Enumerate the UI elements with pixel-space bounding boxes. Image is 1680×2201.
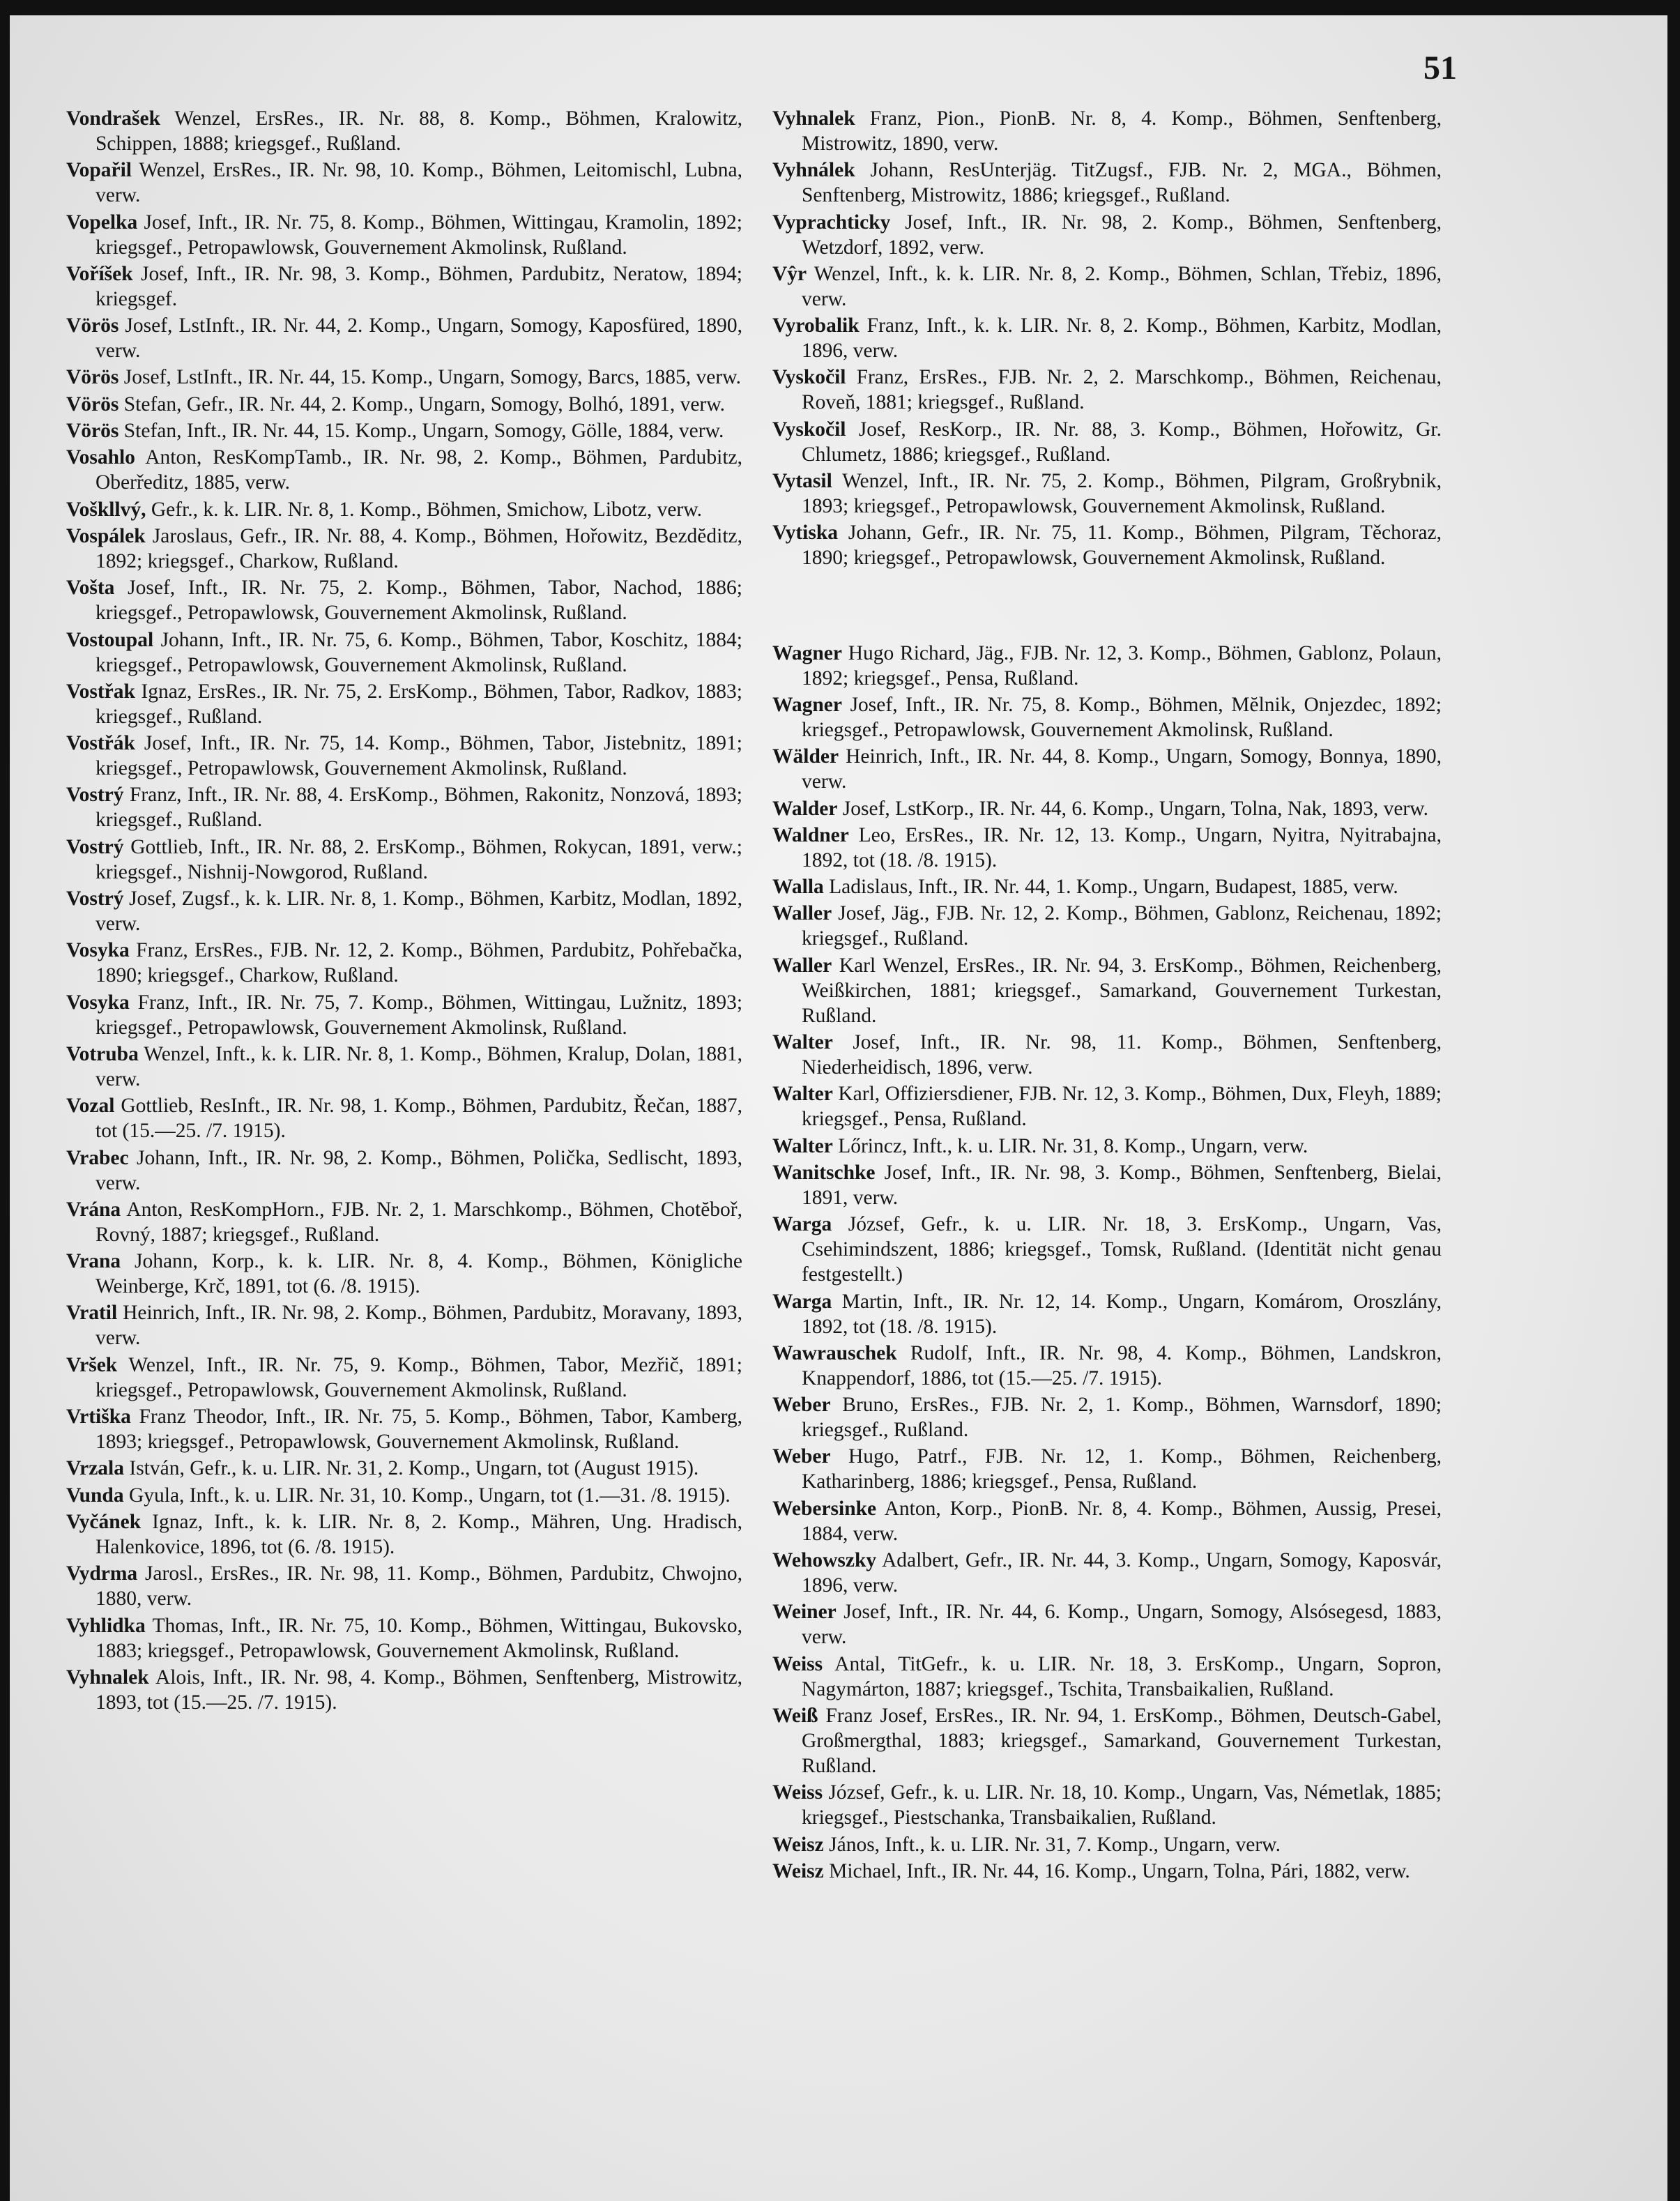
section-gap bbox=[772, 572, 1442, 641]
entry-details: Josef, LstInft., IR. Nr. 44, 2. Komp., Ungarn, Somogy, Kaposfüred, 1890, verw. bbox=[96, 314, 742, 363]
entry-details: Josef, Inft., IR. Nr. 98, 3. Komp., Böhmen, Pardubitz, Neratow, 1894; kriegsgef. bbox=[96, 262, 743, 310]
entry-surname: Weiss bbox=[772, 1652, 823, 1675]
register-entry bbox=[66, 1561, 742, 1611]
entry-surname: Vytiska bbox=[772, 521, 839, 544]
register-entry bbox=[66, 835, 742, 885]
entry-details: József, Gefr., k. u. LIR. Nr. 18, 10. Komp., Ungarn, Vas, Németlak, 1885; kriegsgef., Piestschanka, Transbaikalien, Rußland. bbox=[802, 1781, 1442, 1829]
entry-surname: Voškllvý, bbox=[66, 498, 146, 521]
left-column bbox=[66, 106, 742, 1716]
register-entry bbox=[772, 1081, 1442, 1132]
register-entry bbox=[772, 1444, 1442, 1494]
entry-surname: Vondrašek bbox=[66, 107, 160, 130]
entry-details: Heinrich, Inft., IR. Nr. 44, 8. Komp., Ungarn, Somogy, Bonnya, 1890, verw. bbox=[802, 745, 1442, 793]
entry-surname: Vyskočil bbox=[772, 418, 846, 441]
entry-surname: Vratil bbox=[66, 1302, 118, 1325]
entry-surname: Vopařil bbox=[66, 159, 132, 182]
entry-surname: Vostrý bbox=[66, 835, 124, 858]
register-entry bbox=[772, 744, 1442, 794]
register-entry bbox=[66, 1483, 742, 1508]
entry-surname: Vŷr bbox=[772, 262, 807, 285]
entry-surname: Waller bbox=[772, 954, 832, 977]
entry-details: Franz, Pion., PionB. Nr. 8, 4. Komp., Böhmen, Senftenberg, Mistrowitz, 1890, verw. bbox=[802, 107, 1442, 155]
register-entry bbox=[772, 901, 1442, 951]
entry-surname: Vyrobalik bbox=[772, 314, 860, 337]
register-entry bbox=[66, 575, 742, 625]
right-column-v-entries bbox=[772, 106, 1442, 570]
entry-details: Lőrincz, Inft., k. u. LIR. Nr. 31, 8. Komp., Ungarn, verw. bbox=[838, 1134, 1308, 1157]
entry-surname: Vrtiška bbox=[66, 1406, 131, 1429]
register-entry bbox=[66, 1456, 742, 1481]
entry-surname: Vrzala bbox=[66, 1457, 124, 1480]
entry-details: Hugo, Patrf., FJB. Nr. 12, 1. Komp., Böhmen, Reichenberg, Katharinberg, 1886; kriegsgef., Pensa, Rußland. bbox=[802, 1445, 1442, 1493]
register-entry bbox=[66, 990, 742, 1040]
register-entry bbox=[772, 874, 1442, 899]
right-column bbox=[772, 106, 1442, 1885]
page-number: 51 bbox=[1423, 49, 1457, 86]
entry-surname: Vunda bbox=[66, 1484, 124, 1507]
scan-edge-right bbox=[1667, 0, 1680, 2201]
entry-surname: Waller bbox=[772, 902, 832, 925]
entry-details: Jaroslaus, Gefr., IR. Nr. 88, 4. Komp., Böhmen, Hořowitz, Bezdĕditz, 1892; kriegsgef., Charkow, Rußland. bbox=[96, 524, 743, 572]
entry-surname: Vosyka bbox=[66, 939, 130, 962]
entry-details: József, Gefr., k. u. LIR. Nr. 18, 3. ErsKomp., Ungarn, Vas, Csehimindszent, 1886; kriegsgef., Tomsk, Rußland. (Identität nicht genau festgestellt.) bbox=[802, 1213, 1442, 1286]
entry-details: Jarosl., ErsRes., IR. Nr. 98, 11. Komp., Böhmen, Pardubitz, Chwojno, 1880, verw. bbox=[96, 1562, 743, 1610]
register-entry bbox=[66, 938, 742, 988]
entry-details: Ignaz, Inft., k. k. LIR. Nr. 8, 2. Komp., Mähren, Ung. Hradisch, Halenkovice, 1896, tot (6. /8. 1915). bbox=[96, 1510, 742, 1558]
entry-details: Alois, Inft., IR. Nr. 98, 4. Komp., Böhmen, Senftenberg, Mistrowitz, 1893, tot (15.—25. /7. 1915). bbox=[96, 1666, 743, 1714]
entry-surname: Vostrý bbox=[66, 784, 124, 807]
entry-surname: Vörös bbox=[66, 314, 119, 337]
entry-surname: Webersinke bbox=[772, 1497, 877, 1520]
register-entry bbox=[66, 365, 742, 390]
entry-details: Josef, Inft., IR. Nr. 75, 14. Komp., Böhmen, Tabor, Jistebnitz, 1891; kriegsgef., Petropawlowsk, Gouvernement Akmolinsk, Rußland. bbox=[96, 732, 743, 780]
register-entry bbox=[772, 1780, 1442, 1830]
entry-details: Josef, Zugsf., k. k. LIR. Nr. 8, 1. Komp., Böhmen, Karbitz, Modlan, 1892, verw. bbox=[96, 888, 742, 936]
entry-details: Franz Josef, ErsRes., IR. Nr. 94, 1. ErsKomp., Böhmen, Deutsch-Gabel, Großmergthal, 1883; kriegsgef., Samarkand, Gouvernement Turkestan, Rußland. bbox=[802, 1704, 1442, 1777]
entry-surname: Weber bbox=[772, 1445, 831, 1468]
register-entry bbox=[66, 261, 742, 312]
register-entry bbox=[66, 445, 742, 495]
register-entry bbox=[772, 1212, 1442, 1287]
entry-surname: Vyhnalek bbox=[66, 1666, 149, 1689]
entry-surname: Wanitschke bbox=[772, 1161, 876, 1184]
entry-surname: Wagner bbox=[772, 641, 842, 664]
entry-details: Martin, Inft., IR. Nr. 12, 14. Komp., Ungarn, Komárom, Oroszlány, 1892, tot (18. /8. 1915). bbox=[802, 1290, 1442, 1338]
entry-surname: Vörös bbox=[66, 393, 119, 416]
entry-details: Josef, LstKorp., IR. Nr. 44, 6. Komp., Ungarn, Tolna, Nak, 1893, verw. bbox=[842, 797, 1429, 820]
entry-details: Ladislaus, Inft., IR. Nr. 44, 1. Komp., Ungarn, Budapest, 1885, verw. bbox=[829, 876, 1398, 899]
register-entry bbox=[66, 1042, 742, 1092]
entry-details: Antal, TitGefr., k. u. LIR. Nr. 18, 3. ErsKomp., Ungarn, Sopron, Nagymárton, 1887; kriegsgef., Tschita, Transbaikalien, Rußland. bbox=[802, 1652, 1442, 1700]
entry-details: Karl, Offiziersdiener, FJB. Nr. 12, 3. Komp., Böhmen, Dux, Fleyh, 1889; kriegsgef., Pensa, Rußland. bbox=[802, 1083, 1442, 1131]
register-entry bbox=[66, 1249, 742, 1299]
entry-details: Josef, LstInft., IR. Nr. 44, 15. Komp., Ungarn, Somogy, Barcs, 1885, verw. bbox=[123, 366, 741, 389]
entry-details: István, Gefr., k. u. LIR. Nr. 31, 2. Komp., Ungarn, tot (August 1915). bbox=[129, 1457, 699, 1480]
entry-surname: Weisz bbox=[772, 1859, 824, 1882]
entry-surname: Vopelka bbox=[66, 211, 138, 234]
entry-details: Josef, Jäg., FJB. Nr. 12, 2. Komp., Böhmen, Gablonz, Reichenau, 1892; kriegsgef., Rußland. bbox=[802, 902, 1442, 950]
entry-surname: Weisz bbox=[772, 1833, 824, 1856]
register-entry bbox=[772, 641, 1442, 691]
entry-details: Franz, Inft., IR. Nr. 75, 7. Komp., Böhmen, Wittingau, Lužnitz, 1893; kriegsgef., Petropawlowsk, Gouvernement Akmolinsk, Rußland. bbox=[96, 991, 743, 1039]
entry-details: Stefan, Inft., IR. Nr. 44, 15. Komp., Ungarn, Somogy, Gölle, 1884, verw. bbox=[123, 420, 724, 443]
entry-details: Heinrich, Inft., IR. Nr. 98, 2. Komp., Böhmen, Pardubitz, Moravany, 1893, verw. bbox=[96, 1302, 742, 1350]
entry-details: Wenzel, ErsRes., IR. Nr. 88, 8. Komp., Böhmen, Kralowitz, Schippen, 1888; kriegsgef., Rußland. bbox=[96, 107, 742, 155]
entry-surname: Waldner bbox=[772, 823, 849, 846]
entry-details: Josef, ResKorp., IR. Nr. 88, 3. Komp., Böhmen, Hořowitz, Gr. Chlumetz, 1886; kriegsgef., Rußland. bbox=[802, 418, 1442, 466]
entry-details: Stefan, Gefr., IR. Nr. 44, 2. Komp., Ungarn, Somogy, Bolhó, 1891, verw. bbox=[123, 393, 726, 416]
register-entry bbox=[66, 679, 742, 729]
entry-surname: Vosahlo bbox=[66, 446, 135, 469]
entry-details: Leo, ErsRes., IR. Nr. 12, 13. Komp., Ungarn, Nyitra, Nyitrabajna, 1892, tot (18. /8. 1915). bbox=[802, 823, 1442, 871]
entry-surname: Weber bbox=[772, 1394, 831, 1417]
entry-surname: Vyskočil bbox=[772, 366, 846, 389]
entry-details: Thomas, Inft., IR. Nr. 75, 10. Komp., Böhmen, Wittingau, Bukovsko, 1883; kriegsgef., Petropawlowsk, Gouvernement Akmolinsk, Rußland. bbox=[96, 1614, 743, 1662]
entry-surname: Vosyka bbox=[66, 991, 130, 1014]
entry-details: Adalbert, Gefr., IR. Nr. 44, 3. Komp., Ungarn, Somogy, Kaposvár, 1896, verw. bbox=[802, 1549, 1442, 1597]
entry-surname: Vytasil bbox=[772, 470, 832, 493]
entry-details: Franz, ErsRes., FJB. Nr. 12, 2. Komp., Böhmen, Pardubitz, Pohřebačka, 1890; kriegsgef., Charkow, Rußland. bbox=[96, 939, 743, 987]
register-entry bbox=[66, 1404, 742, 1454]
entry-surname: Vršek bbox=[66, 1353, 118, 1376]
register-entry bbox=[772, 1341, 1442, 1391]
entry-details: Franz, Inft., IR. Nr. 88, 4. ErsKomp., Böhmen, Rakonitz, Nonzová, 1893; kriegsgef., Rußland. bbox=[96, 784, 742, 832]
register-entry bbox=[772, 1392, 1442, 1442]
entry-details: Anton, ResKompHorn., FJB. Nr. 2, 1. Marschkomp., Böhmen, Chotĕboř, Rovný, 1887; kriegsgef., Rußland. bbox=[96, 1198, 742, 1246]
entry-details: Rudolf, Inft., IR. Nr. 98, 4. Komp., Böhmen, Landskron, Knappendorf, 1886, tot (15.—25. /7. 1915). bbox=[802, 1341, 1442, 1389]
register-entry bbox=[66, 106, 742, 156]
entry-details: Josef, Inft., IR. Nr. 44, 6. Komp., Ungarn, Somogy, Alsósegesd, 1883, verw. bbox=[802, 1601, 1442, 1649]
scan-edge-top bbox=[0, 0, 1680, 15]
right-column-w-entries bbox=[772, 641, 1442, 1884]
entry-details: Bruno, ErsRes., FJB. Nr. 2, 1. Komp., Böhmen, Warnsdorf, 1890; kriegsgef., Rußland. bbox=[802, 1394, 1442, 1442]
entry-details: Josef, Inft., IR. Nr. 75, 8. Komp., Böhmen, Mĕlnik, Onjezdec, 1892; kriegsgef., Petropawlowsk, Gouvernement Akmolinsk, Rußland. bbox=[802, 693, 1442, 741]
entry-details: Josef, Inft., IR. Nr. 75, 8. Komp., Böhmen, Wittingau, Kramolin, 1892; kriegsgef., Petropawlowsk, Gouvernement Akmolinsk, Rußland. bbox=[96, 211, 742, 259]
entry-surname: Walter bbox=[772, 1134, 833, 1157]
entry-surname: Vyprachticky bbox=[772, 211, 891, 234]
entry-surname: Wagner bbox=[772, 693, 842, 716]
entry-surname: Vospálek bbox=[66, 524, 146, 547]
register-entry bbox=[66, 1665, 742, 1715]
entry-surname: Vozal bbox=[66, 1095, 115, 1118]
register-entry bbox=[772, 1703, 1442, 1779]
register-entry bbox=[772, 106, 1442, 156]
entry-surname: Vostoupal bbox=[66, 628, 154, 651]
register-entry bbox=[772, 1289, 1442, 1339]
entry-details: Johann, Gefr., IR. Nr. 75, 11. Komp., Böhmen, Pilgram, Těchoraz, 1890; kriegsgef., Petropawlowsk, Gouvernement Akmolinsk, Rußland. bbox=[802, 521, 1442, 570]
entry-surname: Weiss bbox=[772, 1781, 823, 1804]
entry-details: Johann, ResUnterjäg. TitZugsf., FJB. Nr. 2, MGA., Böhmen, Senftenberg, Mistrowitz, 1886; kriegsgef., Rußland. bbox=[802, 159, 1442, 207]
entry-surname: Vrana bbox=[66, 1250, 121, 1273]
entry-surname: Vrána bbox=[66, 1198, 121, 1221]
entry-surname: Warga bbox=[772, 1213, 832, 1236]
register-entry bbox=[66, 313, 742, 363]
entry-surname: Vyhnalek bbox=[772, 107, 855, 130]
register-entry bbox=[772, 1652, 1442, 1702]
register-entry bbox=[66, 1300, 742, 1350]
entry-details: Hugo Richard, Jäg., FJB. Nr. 12, 3. Komp., Böhmen, Gablonz, Polaun, 1892; kriegsgef., Pensa, Rußland. bbox=[802, 641, 1442, 690]
entry-details: Karl Wenzel, ErsRes., IR. Nr. 94, 3. ErsKomp., Böhmen, Reichenberg, Weißkirchen, 1881; kriegsgef., Samarkand, Gouvernement Turkestan, Rußland. bbox=[802, 954, 1442, 1027]
register-entry bbox=[772, 417, 1442, 467]
entry-details: Wenzel, ErsRes., IR. Nr. 98, 10. Komp., Böhmen, Leitomischl, Lubna, verw. bbox=[96, 159, 742, 207]
entry-details: Wenzel, Inft., IR. Nr. 75, 9. Komp., Böhmen, Tabor, Mezřič, 1891; kriegsgef., Petropawlowsk, Gouvernement Akmolinsk, Rußland. bbox=[96, 1353, 742, 1401]
entry-details: Gyula, Inft., k. u. LIR. Nr. 31, 10. Komp., Ungarn, tot (1.—31. /8. 1915). bbox=[128, 1484, 731, 1507]
entry-details: Josef, Inft., IR. Nr. 75, 2. Komp., Böhmen, Tabor, Nachod, 1886; kriegsgef., Petropawlowsk, Gouvernement Akmolinsk, Rußland. bbox=[96, 577, 743, 625]
scan-edge-left bbox=[0, 0, 10, 2201]
entry-details: Johann, Korp., k. k. LIR. Nr. 8, 4. Komp., Böhmen, Königliche Weinberge, Krč, 1891, tot (6. /8. 1915). bbox=[96, 1250, 742, 1298]
entry-details: Johann, Inft., IR. Nr. 98, 2. Komp., Böhmen, Polička, Sedlischt, 1893, verw. bbox=[96, 1146, 743, 1194]
entry-details: Ignaz, ErsRes., IR. Nr. 75, 2. ErsKomp., Böhmen, Tabor, Radkov, 1883; kriegsgef., Rußland. bbox=[96, 680, 742, 728]
entry-details: Anton, ResKompTamb., IR. Nr. 98, 2. Komp., Böhmen, Pardubitz, Oberředitz, 1885, verw. bbox=[96, 446, 742, 494]
entry-surname: Wälder bbox=[772, 745, 839, 768]
entry-surname: Voříšek bbox=[66, 262, 133, 285]
register-entry bbox=[772, 210, 1442, 260]
entry-surname: Vošta bbox=[66, 577, 115, 600]
entry-details: Wenzel, Inft., IR. Nr. 75, 2. Komp., Böhmen, Pilgram, Großrybnik, 1893; kriegsgef., Petropawlowsk, Gouvernement Akmolinsk, Rußland. bbox=[802, 470, 1442, 518]
register-entry bbox=[772, 261, 1442, 312]
entry-surname: Walla bbox=[772, 876, 824, 899]
register-entry bbox=[772, 313, 1442, 363]
register-entry bbox=[66, 1353, 742, 1403]
entry-details: Johann, Inft., IR. Nr. 75, 6. Komp., Böhmen, Tabor, Koschitz, 1884; kriegsgef., Petropawlowsk, Gouvernement Akmolinsk, Rußland. bbox=[96, 628, 742, 676]
entry-details: Franz Theodor, Inft., IR. Nr. 75, 5. Komp., Böhmen, Tabor, Kamberg, 1893; kriegsgef., Petropawlowsk, Gouvernement Akmolinsk, Rußland. bbox=[96, 1406, 743, 1454]
register-entry bbox=[66, 886, 742, 936]
entry-details: Josef, Inft., IR. Nr. 98, 2. Komp., Böhmen, Senftenberg, Wetzdorf, 1892, verw. bbox=[802, 211, 1442, 259]
register-entry bbox=[66, 392, 742, 417]
register-entry bbox=[772, 796, 1442, 821]
entry-surname: Warga bbox=[772, 1290, 832, 1313]
entry-surname: Vyhlidka bbox=[66, 1614, 146, 1637]
entry-details: Anton, Korp., PionB. Nr. 8, 4. Komp., Böhmen, Aussig, Presei, 1884, verw. bbox=[802, 1497, 1442, 1545]
register-entry bbox=[66, 1145, 742, 1196]
entry-surname: Vostřak bbox=[66, 680, 135, 703]
entry-details: Josef, Inft., IR. Nr. 98, 3. Komp., Böhmen, Senftenberg, Bielai, 1891, verw. bbox=[802, 1161, 1442, 1209]
entry-surname: Vydrma bbox=[66, 1562, 138, 1585]
entry-details: Gottlieb, Inft., IR. Nr. 88, 2. ErsKomp., Böhmen, Rokycan, 1891, verw.; kriegsgef., Nishnij-Nowgorod, Rußland. bbox=[96, 835, 743, 883]
register-entry bbox=[772, 1160, 1442, 1210]
entry-details: Franz, ErsRes., FJB. Nr. 2, 2. Marschkomp., Böhmen, Reichenau, Roveň, 1881; kriegsgef., Rußland. bbox=[802, 366, 1442, 414]
register-entry bbox=[66, 497, 742, 522]
entry-details: Gottlieb, ResInft., IR. Nr. 98, 1. Komp., Böhmen, Pardubitz, Řečan, 1887, tot (15.—25. /7. 1915). bbox=[96, 1095, 742, 1143]
entry-surname: Weiner bbox=[772, 1601, 837, 1624]
register-entry bbox=[772, 1134, 1442, 1159]
register-entry bbox=[66, 1093, 742, 1143]
entry-details: Gefr., k. k. LIR. Nr. 8, 1. Komp., Böhmen, Smichow, Libotz, verw. bbox=[151, 498, 702, 521]
register-entry bbox=[772, 1832, 1442, 1857]
register-entry bbox=[772, 823, 1442, 873]
register-entry bbox=[772, 1599, 1442, 1650]
register-entry bbox=[66, 782, 742, 832]
entry-surname: Vrabec bbox=[66, 1146, 129, 1169]
register-entry bbox=[66, 158, 742, 208]
entry-surname: Votruba bbox=[66, 1042, 139, 1065]
entry-surname: Vörös bbox=[66, 366, 119, 389]
register-entry bbox=[772, 1859, 1442, 1884]
register-entry bbox=[66, 1197, 742, 1247]
entry-surname: Wehowszky bbox=[772, 1549, 877, 1572]
entry-surname: Vostřák bbox=[66, 732, 135, 755]
entry-surname: Vörös bbox=[66, 420, 119, 443]
register-entry bbox=[66, 524, 742, 574]
register-entry bbox=[66, 627, 742, 678]
entry-details: Franz, Inft., k. k. LIR. Nr. 8, 2. Komp., Böhmen, Karbitz, Modlan, 1896, verw. bbox=[802, 314, 1442, 363]
register-entry bbox=[772, 469, 1442, 519]
entry-surname: Wawrauschek bbox=[772, 1341, 897, 1364]
register-entry bbox=[772, 1548, 1442, 1598]
entry-surname: Vostrý bbox=[66, 888, 124, 911]
register-entry bbox=[772, 692, 1442, 742]
register-entry bbox=[772, 1030, 1442, 1080]
entry-details: Wenzel, Inft., k. k. LIR. Nr. 8, 1. Komp., Böhmen, Kralup, Dolan, 1881, verw. bbox=[96, 1042, 742, 1090]
entry-surname: Walter bbox=[772, 1083, 833, 1106]
entry-details: Michael, Inft., IR. Nr. 44, 16. Komp., Ungarn, Tolna, Pári, 1882, verw. bbox=[829, 1859, 1410, 1882]
register-entry bbox=[66, 210, 742, 260]
entry-details: Josef, Inft., IR. Nr. 98, 11. Komp., Böhmen, Senftenberg, Niederheidisch, 1896, verw. bbox=[802, 1031, 1442, 1079]
entry-surname: Weiß bbox=[772, 1704, 818, 1727]
register-entry bbox=[66, 1613, 742, 1663]
register-entry bbox=[66, 731, 742, 781]
entry-surname: Vyčánek bbox=[66, 1510, 142, 1533]
entry-details: Wenzel, Inft., k. k. LIR. Nr. 8, 2. Komp., Böhmen, Schlan, Třebiz, 1896, verw. bbox=[802, 262, 1442, 310]
register-entry bbox=[66, 418, 742, 443]
register-entry bbox=[772, 365, 1442, 415]
register-entry bbox=[772, 520, 1442, 570]
entry-surname: Walter bbox=[772, 1031, 833, 1054]
entry-surname: Vyhnálek bbox=[772, 159, 855, 182]
register-entry bbox=[772, 1496, 1442, 1546]
register-entry bbox=[772, 158, 1442, 208]
register-entry bbox=[772, 953, 1442, 1028]
register-entry bbox=[66, 1509, 742, 1560]
entry-surname: Walder bbox=[772, 797, 838, 820]
entry-details: János, Inft., k. u. LIR. Nr. 31, 7. Komp., Ungarn, verw. bbox=[829, 1833, 1281, 1856]
